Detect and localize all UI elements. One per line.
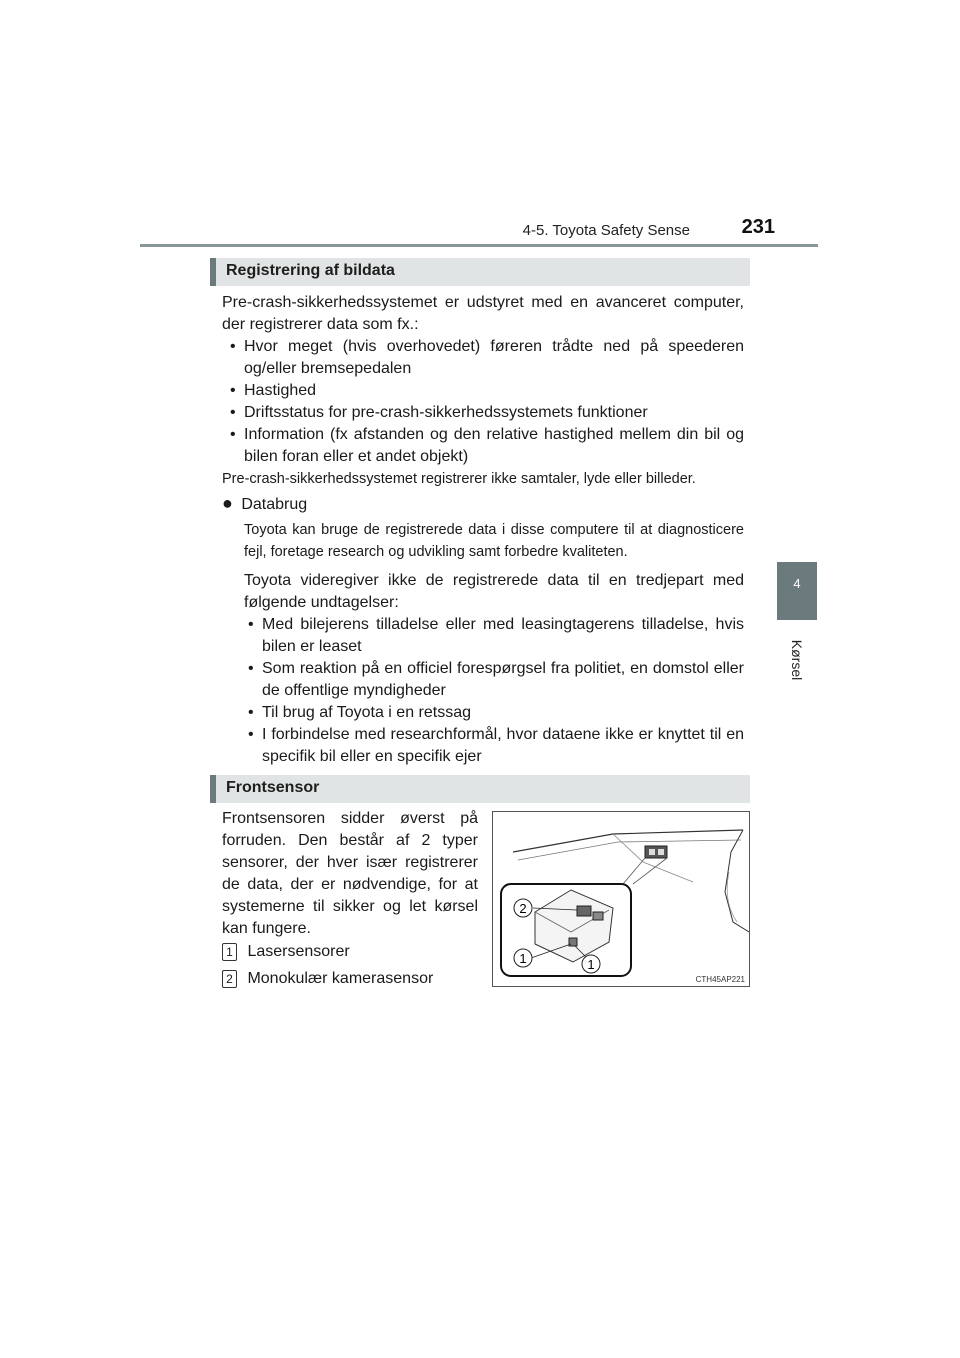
frontsensor-description: Frontsensoren sidder øverst på forruden. Den består af 2 typer sensorer, der hver især registrerer de data, der er nødvendige, for at systemerne til sikker og let kørsel kan fungere. [222, 810, 478, 937]
list-item: • Til brug af Toyota i en retssag [248, 704, 471, 721]
bullet-circle-icon: ● [222, 493, 233, 513]
databrug-paragraph-2: Toyota videregiver ikke de registrerede data til en tredjepart med følgende undtagelser: [244, 572, 744, 611]
callout-1b: 1 [587, 957, 595, 972]
list-item: • Som reaktion på en officiel forespørgsel fra politiet, en domstol eller de offentlige myndigheder [248, 660, 744, 699]
section-title: 4-5. Toyota Safety Sense [522, 222, 690, 239]
figure-code: CTH45AP221 [695, 975, 745, 984]
legend-item-1: 1 Lasersensorer [222, 941, 350, 963]
section-heading-registrering [210, 258, 750, 286]
callout-1a: 1 [519, 951, 527, 966]
windshield-sensor-drawing [493, 812, 749, 986]
note-paragraph: Pre-crash-sikkerhedssystemet registrerer ikke samtaler, lyde eller billeder. [222, 471, 696, 487]
list-item: • Driftsstatus for pre-crash-sikkerhedssystemets funktioner [230, 404, 648, 421]
subheading-databrug: ● Databrug [222, 493, 308, 513]
data-list [228, 336, 744, 468]
legend-item-2: 2 Monokulær kamerasensor [222, 968, 433, 990]
section-heading-frontsensor [210, 775, 750, 803]
section-heading-text: Frontsensor [226, 779, 320, 796]
front-sensor-illustration [492, 811, 750, 987]
databrug-paragraph-1: Toyota kan bruge de registrerede data i disse computere til at diagnosticere fejl, foretage research og udvikling samt forbedre kvaliteten. [244, 522, 744, 560]
list-item: • Hvor meget (hvis overhovedet) føreren trådte ned på speederen og/eller bremsepedalen [230, 338, 744, 377]
chapter-label: Kørsel [789, 639, 805, 681]
chapter-tab [777, 562, 817, 620]
page-number: 231 [741, 216, 775, 238]
chapter-number: 4 [793, 576, 801, 591]
callout-number: 2 [222, 970, 237, 988]
header-divider [140, 244, 818, 247]
list-item: • I forbindelse med researchformål, hvor dataene ikke er knyttet til en specifik bil eller en specifik ejer [248, 726, 744, 765]
list-item: • Hastighed [230, 382, 317, 399]
callout-number: 1 [222, 943, 237, 961]
intro-paragraph: Pre-crash-sikkerhedssystemet er udstyret med en avanceret computer, der registrerer data som fx.: [222, 294, 744, 333]
list-item: • Information (fx afstanden og den relative hastighed mellem din bil og bilen foran eller et andet objekt) [230, 426, 744, 465]
exceptions-list [246, 614, 744, 768]
section-heading-text: Registrering af bildata [226, 262, 395, 279]
callout-2: 2 [519, 901, 527, 916]
list-item: • Med bilejerens tilladelse eller med leasingtagerens tilladelse, hvis bilen er leaset [248, 616, 744, 655]
